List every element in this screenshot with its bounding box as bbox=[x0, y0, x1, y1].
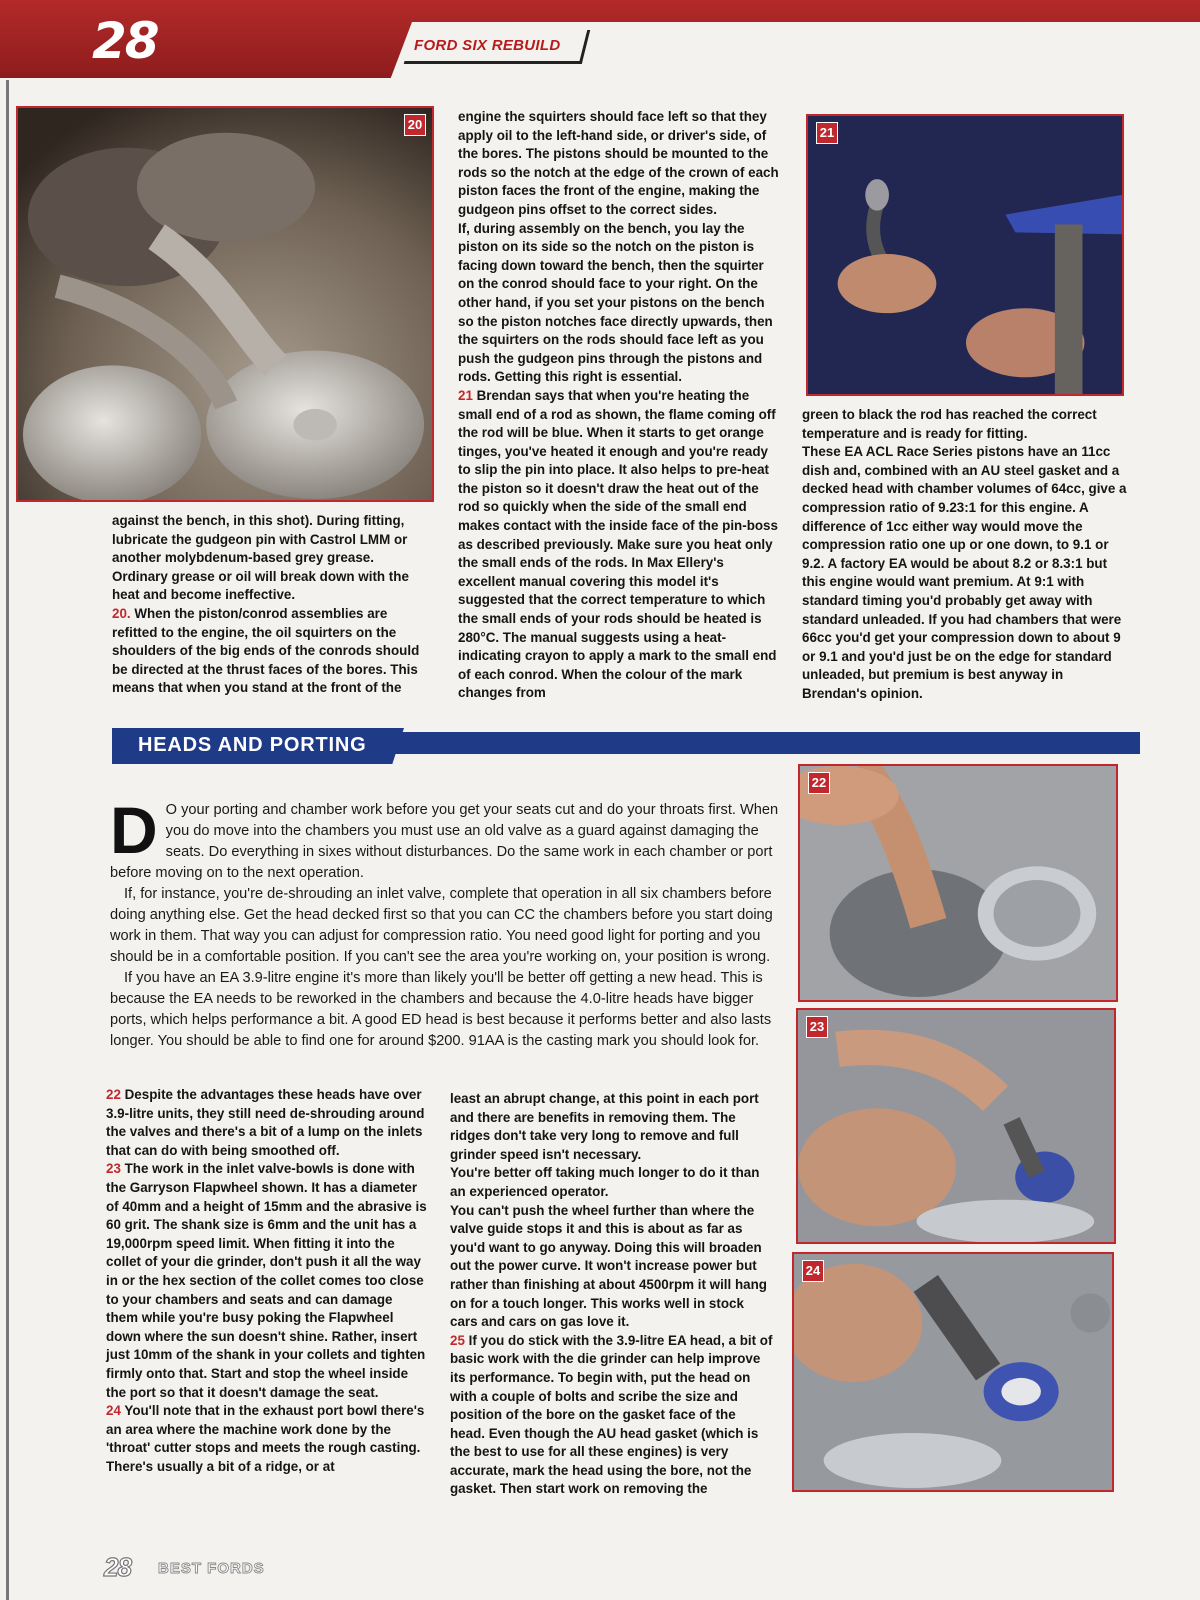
heating-rod-image bbox=[808, 116, 1122, 394]
paragraph: against the bench, in this shot). During fitting, lubricate the gudgeon pin with Castrol LMM or another molybdenum-based grey grease. Ordinary grease or oil will break down with the heat and become ineffective. bbox=[112, 513, 409, 603]
photo-20-label: 20 bbox=[404, 114, 426, 136]
paragraph: engine the squirters should face left so that they apply oil to the left-hand side, or driver's side, of the bores. The pistons should be mounted to the rods so the notch at the edge of the crown of each piston faces the front of the engine, making the gudgeon pins offset to the correct sides. bbox=[458, 109, 779, 217]
paragraph: 23 The work in the inlet valve-bowls is done with the Garryson Flapwheel shown. It has a diameter of 40mm and a height of 15mm and the abrasive is 60 grit. The shank size is 6mm and the unit has a 19,000rpm speed limit. When fitting it into the collet of your die grinder, don't push it all the way in or the hex section of the collet comes too close to your chambers and seats and can damage them while you're busy poking the Flapwheel down where the sun doesn't shine. Rather, insert just 10mm of the shank in your collets and tighten firmly onto that. Start and stop the wheel inside the port so that it doesn't damage the seat. bbox=[106, 1161, 427, 1400]
page-number: 28 bbox=[92, 12, 158, 70]
footer-magazine-name: BEST FORDS bbox=[158, 1560, 265, 1577]
photo-20-pistons bbox=[16, 106, 434, 502]
footer-page-number: 28 bbox=[104, 1552, 131, 1582]
column-3-top bbox=[802, 406, 1130, 704]
paragraph: You can't push the wheel further than where the valve guide stops it and this is about as far as you'd want to go anyway. Doing this will broaden out the power curve. It won't increase power but rather than finishing at about 4500rpm it will hang on for a touch longer. This works well in stock cars and cars on gas love it. bbox=[450, 1202, 767, 1330]
photo-23-label: 23 bbox=[806, 1016, 828, 1038]
pistons-image bbox=[18, 108, 432, 500]
paragraph: 22 Despite the advantages these heads have over 3.9-litre units, they still need de-shrouding around the valves and there's a bit of a lump on the inlets that can do with being smoothed off. bbox=[106, 1087, 425, 1158]
caption-number: 22 bbox=[106, 1087, 121, 1102]
column-2-bottom bbox=[450, 1090, 774, 1499]
column-1-bottom bbox=[106, 1086, 428, 1476]
caption-number: 20. bbox=[112, 605, 131, 621]
section-title: FORD SIX REBUILD bbox=[414, 37, 561, 54]
caption-number: 21 bbox=[458, 387, 473, 403]
photo-22-chamber bbox=[798, 764, 1118, 1002]
paragraph: 24 You'll note that in the exhaust port bowl there's an area where the machine work done by the 'throat' cutter stops and meets the rough casting. There's usually a bit of a ridge, or at bbox=[106, 1403, 425, 1474]
intro-paragraph: If you have an EA 3.9-litre engine it's more than likely you'll be better off getting a new head. This is because the EA needs to be reworked in the chambers and because the 4.0-litre heads have bigger ports, which helps performance a bit. A good ED head is best because it performs better and also lasts longer. You should be able to find one for around $200. 91AA is the casting mark you should look for. bbox=[110, 970, 772, 1049]
paragraph: green to black the rod has reached the correct temperature and is ready for fitting. bbox=[802, 407, 1097, 441]
intro-paragraph: D O your porting and chamber work before you get your seats cut and do your throats first. When you do move into the chambers you must use an old valve as a guard against damaging the seats. Do everything in sixes without disturbances. Do the same work in each chamber or port before moving on to the next operation. bbox=[110, 793, 779, 881]
paragraph: 25 If you do stick with the 3.9-litre EA head, a bit of basic work with the die grinder can help improve its performance. To begin with, put the head on with a couple of bolts and scribe the size and position of the bore on the gasket face of the head. Even though the AU head gasket (which is the best to use for all these engines) is very accurate, mark the head using the bore, not the gasket. Then start work on removing the bbox=[450, 1332, 773, 1497]
section-intro bbox=[110, 793, 792, 1052]
caption-number: 24 bbox=[106, 1403, 121, 1419]
paragraph: 21 Brendan says that when you're heating the small end of a rod as shown, the flame coming off the rod will be blue. When it starts to get orange tinges, you've heated it enough and you're ready to slip the pin into place. It also helps to pre-heat the piston so it doesn't draw the heat out of the rod so quickly when the side of the small end makes contact with the inside face of the pin-boss as described previously. Make sure you heat only the small ends of the rods. In Max Ellery's excellent manual covering this model it's suggested that the correct temperature to which the small ends of your rods should be heated is 280°C. The manual suggests using a heat-indicating crayon to apply a mark to the small end of each conrod. When the colour of the mark changes from bbox=[458, 387, 778, 701]
photo-21-label: 21 bbox=[816, 122, 838, 144]
intro-paragraph: If, for instance, you're de-shrouding an inlet valve, complete that operation in all six chambers before doing anything else. Get the head decked first so that you can CC the chambers before you start doing work in them. That way you can adjust for compression ratio. You need good light for porting and you should be in a comfortable position. If you can't see the area you're working on, your position is wrong. bbox=[110, 886, 773, 965]
photo-21-heating-rod bbox=[806, 114, 1124, 396]
paragraph: If, during assembly on the bench, you lay the piston on its side so the notch on the piston is facing down toward the bench, then the squirter on the conrod should face to your right. On the other hand, if you set your pistons on the bench so the piston notches face directly upwards, then the squirters on the rods should face left as you push the gudgeon pins through the pistons and rods. Getting this right is essential. bbox=[458, 220, 773, 385]
paragraph: least an abrupt change, at this point in each port and there are benefits in removing them. The ridges don't take very long to remove and full grinder speed isn't necessary. bbox=[450, 1091, 759, 1162]
photo-24-label: 24 bbox=[802, 1260, 824, 1282]
paragraph: 20. When the piston/conrod assemblies are refitted to the engine, the oil squirters on the shoulders of the big ends of the conrods should be directed at the thrust faces of the bores. This means that when you stand at the front of the bbox=[112, 605, 420, 696]
paragraph: You're better off taking much longer to do it than an experienced operator. bbox=[450, 1165, 760, 1199]
photo-22-label: 22 bbox=[808, 772, 830, 794]
column-2-top bbox=[458, 108, 780, 703]
column-1-top bbox=[112, 512, 432, 698]
photo-24-exhaust-bowl bbox=[792, 1252, 1114, 1492]
drop-cap: D bbox=[110, 793, 158, 867]
section-heading: HEADS AND PORTING bbox=[138, 734, 367, 756]
chamber-image bbox=[800, 766, 1116, 1000]
flapwheel-image bbox=[798, 1010, 1114, 1242]
paragraph: These EA ACL Race Series pistons have an 11cc dish and, combined with an AU steel gasket and a decked head with chamber volumes of 64cc, give a compression ratio of 9.23:1 for this engine. A difference of 1cc either way would move the compression ratio one up or one down, to 9.1 or 9.2. A factory EA would be about 8.2 or 8.3:1 but this engine would want premium. At 9:1 with standard timing you'd probably get away with standard unleaded. If you had chambers that were 66cc you'd get your compression down to about 9 or 9.1 and you'd just be on the edge for standard unleaded, but premium is best anyway in Brendan's opinion. bbox=[802, 444, 1127, 701]
caption-number: 25 bbox=[450, 1332, 465, 1348]
binding-rule bbox=[6, 80, 9, 1600]
caption-number: 23 bbox=[106, 1161, 121, 1177]
photo-23-flapwheel bbox=[796, 1008, 1116, 1244]
exhaust-bowl-image bbox=[794, 1254, 1112, 1490]
